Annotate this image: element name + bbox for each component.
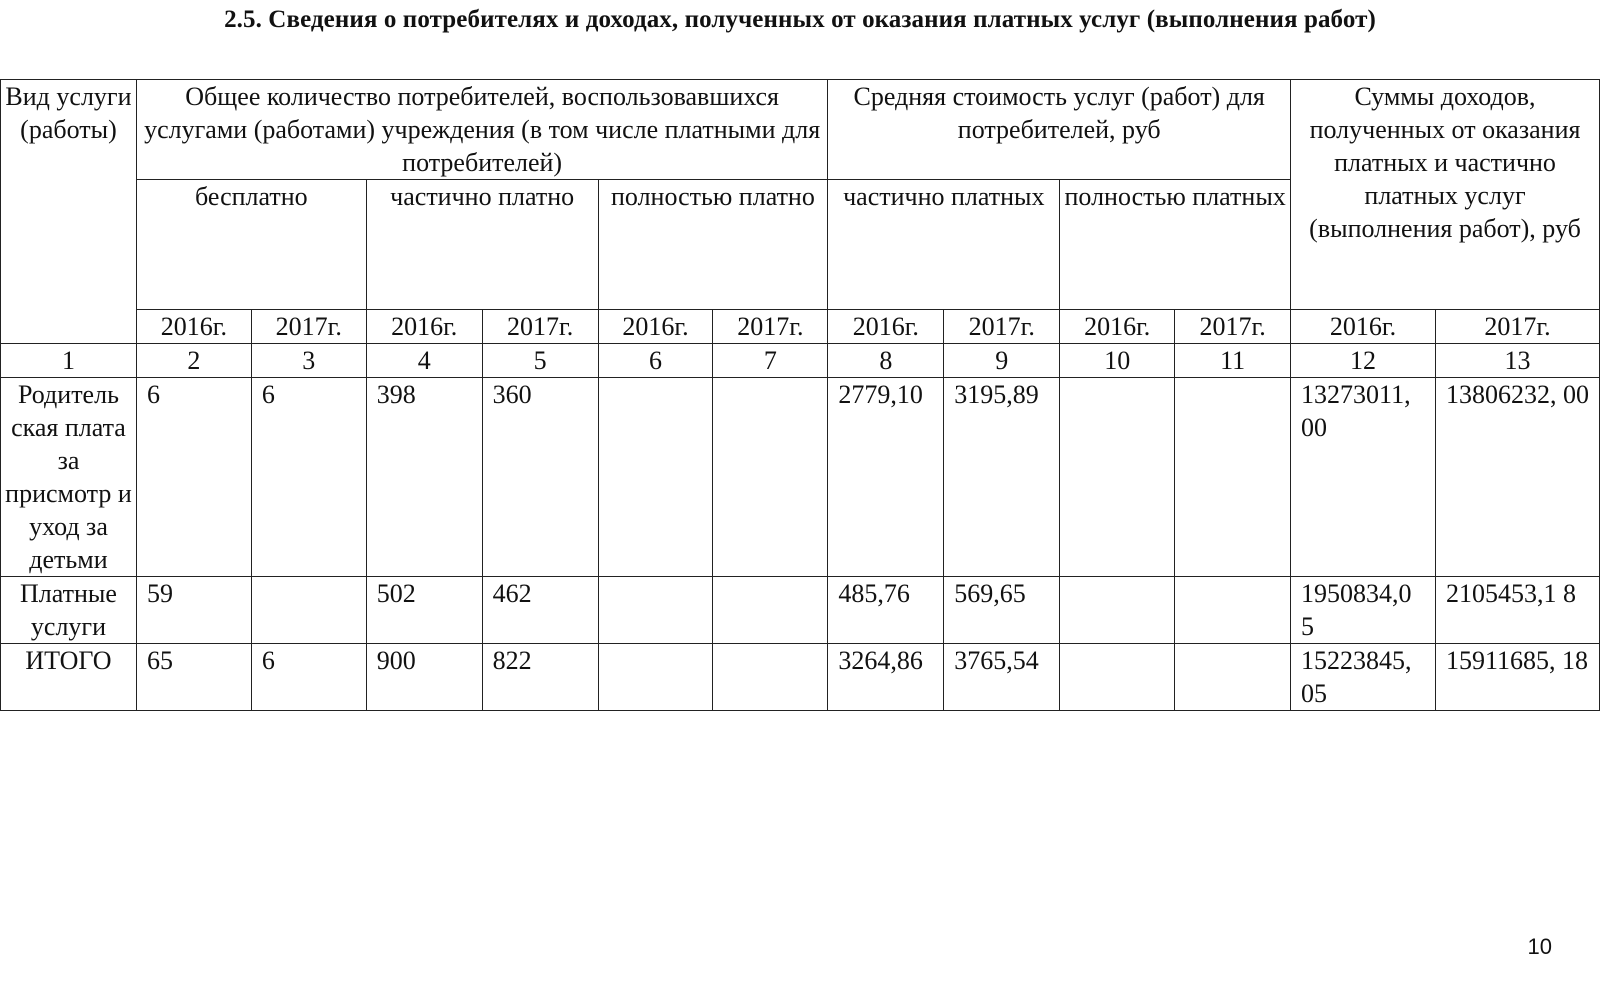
- row-service-name: Родитель ская плата за присмотр и уход за детьми: [1, 378, 137, 577]
- column-number: 4: [366, 344, 482, 378]
- year-header: 2016г.: [136, 310, 251, 344]
- column-number: 6: [598, 344, 713, 378]
- header-income-sums: Суммы доходов, полученных от оказания платных и частично платных услуг (выполнения работ), руб: [1291, 80, 1600, 310]
- header-fully-paid-cost: полностью платных: [1060, 180, 1291, 310]
- table-cell: 59: [136, 577, 251, 644]
- year-header: 2016г.: [598, 310, 713, 344]
- column-number-row: [1, 344, 1600, 378]
- year-header: 2017г.: [482, 310, 598, 344]
- column-number: 3: [251, 344, 366, 378]
- table-cell: [598, 644, 713, 711]
- table-cell: 15911685, 18: [1436, 644, 1600, 711]
- year-header: 2017г.: [944, 310, 1060, 344]
- header-free: бесплатно: [136, 180, 366, 310]
- column-number: 10: [1060, 344, 1175, 378]
- table-cell: 360: [482, 378, 598, 577]
- column-number: 5: [482, 344, 598, 378]
- column-number: 2: [136, 344, 251, 378]
- table-cell: 3264,86: [828, 644, 944, 711]
- column-number: 7: [713, 344, 828, 378]
- table-row: [1, 577, 1600, 644]
- year-header: 2017г.: [1175, 310, 1291, 344]
- table-cell: 485,76: [828, 577, 944, 644]
- page-number: 10: [1527, 934, 1552, 959]
- year-header: 2017г.: [251, 310, 366, 344]
- header-partially-paid: частично платно: [366, 180, 598, 310]
- table-cell: 65: [136, 644, 251, 711]
- header-consumers-count: Общее количество потребителей, воспользовавшихся услугами (работами) учреждения (в том числе платными для потребителей): [136, 80, 827, 180]
- table-cell: 3765,54: [944, 644, 1060, 711]
- table-cell: [713, 644, 828, 711]
- table-cell: [1175, 577, 1291, 644]
- column-number: 12: [1291, 344, 1436, 378]
- column-number: 13: [1436, 344, 1600, 378]
- table-row-total: [1, 644, 1600, 711]
- table-cell: 6: [136, 378, 251, 577]
- table-cell: [598, 577, 713, 644]
- table-cell: [251, 577, 366, 644]
- row-service-name: Платные услуги: [1, 577, 137, 644]
- table-cell: [1060, 644, 1175, 711]
- header-partially-paid-cost: частично платных: [828, 180, 1060, 310]
- table-row: [1, 378, 1600, 577]
- table-cell: [713, 577, 828, 644]
- year-header: 2016г.: [1291, 310, 1436, 344]
- table-cell: [1175, 378, 1291, 577]
- column-number: 8: [828, 344, 944, 378]
- table-cell: 6: [251, 378, 366, 577]
- table-cell: [1175, 644, 1291, 711]
- year-header: 2016г.: [828, 310, 944, 344]
- table-cell: 2779,10: [828, 378, 944, 577]
- year-header: 2016г.: [1060, 310, 1175, 344]
- table-cell: 462: [482, 577, 598, 644]
- table-cell: 900: [366, 644, 482, 711]
- year-header: 2017г.: [1436, 310, 1600, 344]
- table-cell: 3195,89: [944, 378, 1060, 577]
- header-avg-cost: Средняя стоимость услуг (работ) для потребителей, руб: [828, 80, 1291, 180]
- table-cell: 822: [482, 644, 598, 711]
- row-service-name: ИТОГО: [1, 644, 137, 711]
- year-header: 2017г.: [713, 310, 828, 344]
- table-cell: 2105453,1 8: [1436, 577, 1600, 644]
- table-cell: 13273011, 00: [1291, 378, 1436, 577]
- table-cell: 569,65: [944, 577, 1060, 644]
- consumers-income-table: [0, 79, 1600, 711]
- page-title: 2.5. Сведения о потребителях и доходах, полученных от оказания платных услуг (выполнения работ): [224, 6, 1376, 33]
- table-cell: [1060, 378, 1175, 577]
- header-fully-paid: полностью платно: [598, 180, 828, 310]
- table-cell: 502: [366, 577, 482, 644]
- table-cell: [598, 378, 713, 577]
- column-number: 1: [1, 344, 137, 378]
- header-service-type: Вид услуги (работы): [1, 80, 137, 344]
- column-number: 9: [944, 344, 1060, 378]
- table-cell: [713, 378, 828, 577]
- year-header: 2016г.: [366, 310, 482, 344]
- table-cell: 398: [366, 378, 482, 577]
- table-cell: 1950834,0 5: [1291, 577, 1436, 644]
- table-cell: 13806232, 00: [1436, 378, 1600, 577]
- column-number: 11: [1175, 344, 1291, 378]
- table-cell: 15223845, 05: [1291, 644, 1436, 711]
- table-cell: 6: [251, 644, 366, 711]
- table-cell: [1060, 577, 1175, 644]
